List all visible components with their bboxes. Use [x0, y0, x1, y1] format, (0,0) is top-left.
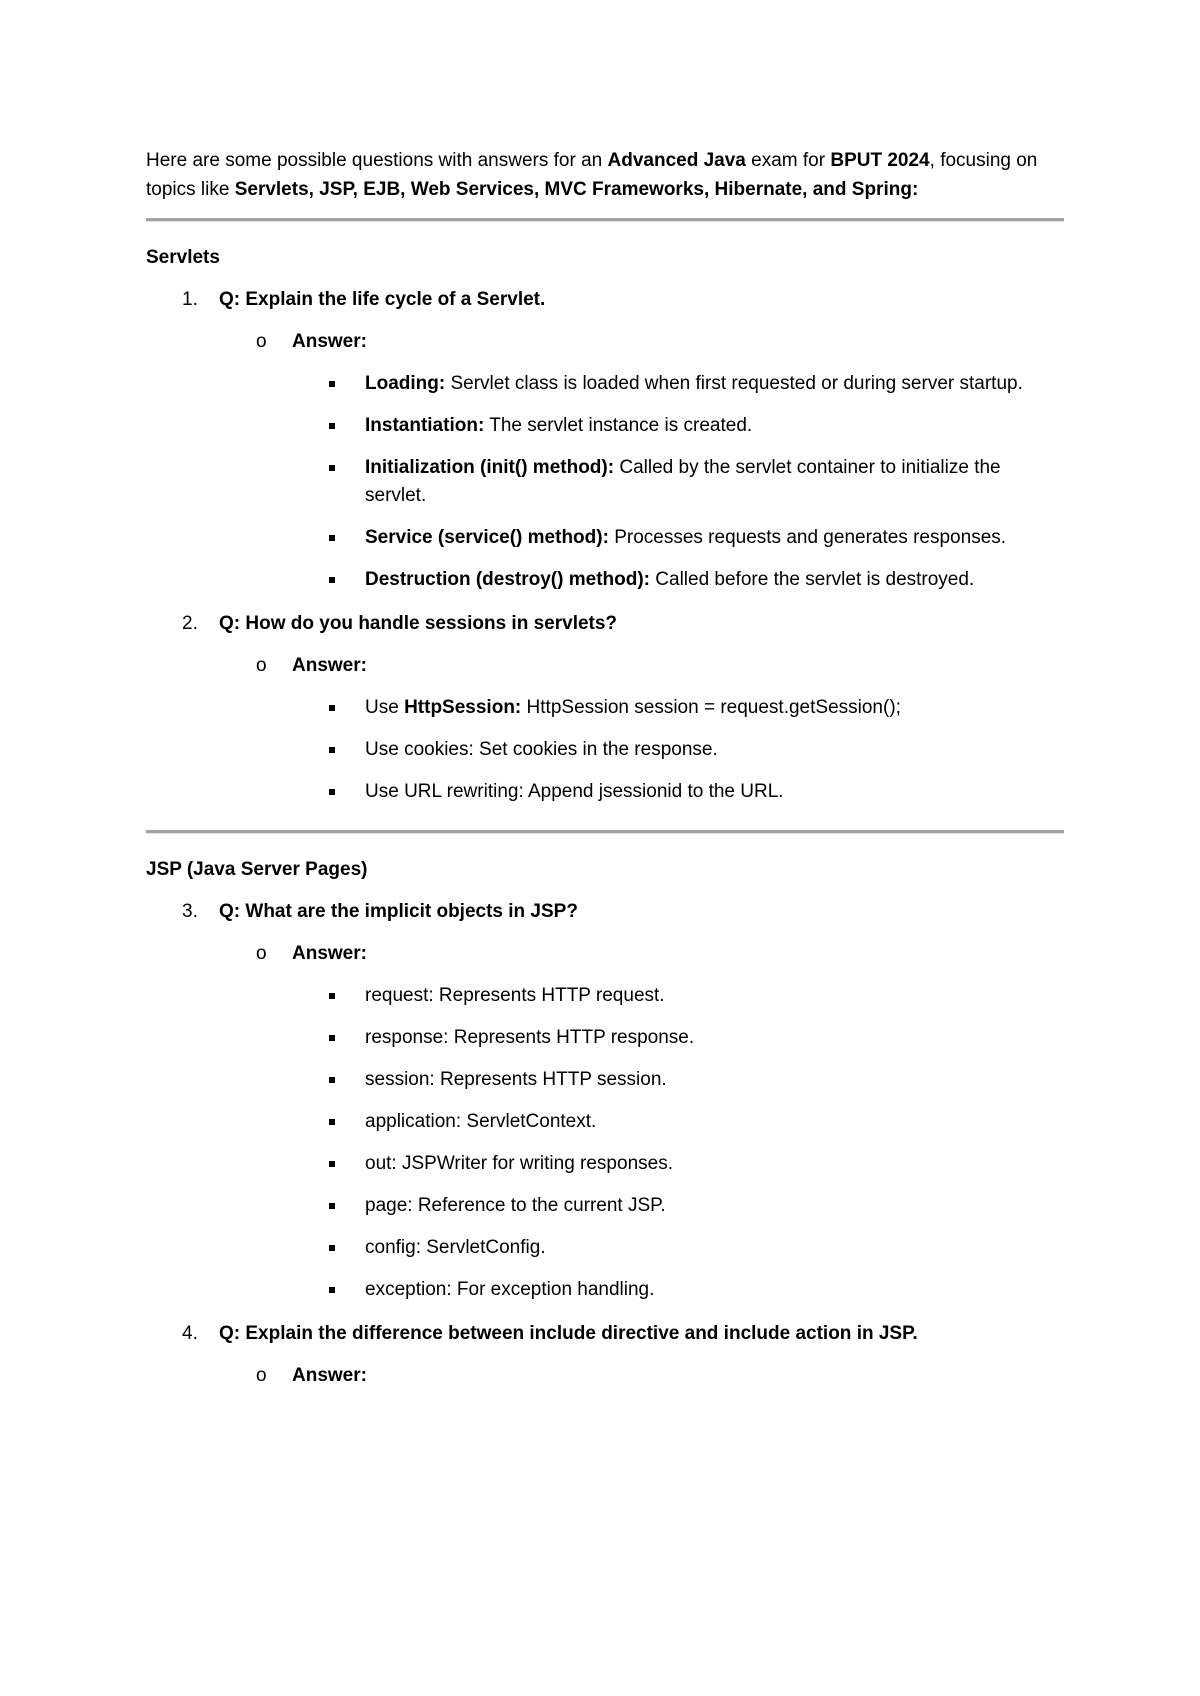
- question-text: Q: How do you handle sessions in servlets?: [219, 613, 618, 634]
- square-bullet-icon: [329, 789, 335, 795]
- bullet-description: HttpSession session = request.getSession();: [521, 697, 901, 718]
- question-number: 2.: [182, 613, 198, 634]
- list-item: [146, 1024, 1066, 1052]
- question-text: Q: Explain the difference between include directive and include action in JSP.: [219, 1323, 918, 1344]
- bullet-term: Destruction (destroy() method):: [365, 569, 650, 590]
- bullet-description: config: ServletConfig.: [365, 1237, 546, 1258]
- answer-bullet-o: o: [256, 943, 267, 964]
- answer-label-row: [146, 942, 1066, 966]
- bullet-description: Processes requests and generates responses.: [608, 527, 1007, 548]
- question-number: 3.: [182, 901, 198, 922]
- square-bullet-icon: [329, 705, 335, 711]
- list-item: [146, 736, 1066, 764]
- square-bullet-icon: [329, 423, 335, 429]
- square-bullet-icon: [329, 465, 335, 471]
- horizontal-rule: [146, 218, 1064, 222]
- list-item: [146, 370, 1066, 398]
- bullet-description: out: JSPWriter for writing responses.: [365, 1153, 673, 1174]
- question-3: [146, 900, 1066, 924]
- intro-text: , focusing on topics like: [146, 150, 1038, 200]
- square-bullet-icon: [329, 993, 335, 999]
- answer-bullet-o: o: [256, 1365, 267, 1386]
- square-bullet-icon: [329, 577, 335, 583]
- list-item: [146, 412, 1066, 440]
- square-bullet-icon: [329, 1161, 335, 1167]
- list-item: [146, 524, 1066, 552]
- bullet-description: Called before the servlet is destroyed.: [650, 569, 975, 590]
- square-bullet-icon: [329, 1077, 335, 1083]
- list-item: [146, 1234, 1066, 1262]
- section-title-servlets: Servlets: [146, 247, 220, 268]
- list-item: [146, 1192, 1066, 1220]
- bullet-term: Loading:: [365, 373, 446, 394]
- answer-bullet-o: o: [256, 331, 267, 352]
- bullet-description: Servlet class is loaded when first requested or during server startup.: [445, 373, 1023, 394]
- square-bullet-icon: [329, 1203, 335, 1209]
- intro-bold-exam: BPUT 2024: [830, 150, 930, 171]
- intro-bold-subject: Advanced Java: [607, 150, 746, 171]
- answer-label-row: [146, 330, 1066, 354]
- section-title-jsp: JSP (Java Server Pages): [146, 859, 368, 880]
- question-number: 4.: [182, 1323, 198, 1344]
- intro-colon: :: [911, 179, 919, 200]
- bullet-term: HttpSession:: [404, 697, 522, 718]
- horizontal-rule: [146, 830, 1064, 834]
- answer-label: Answer:: [292, 655, 367, 676]
- list-item: [146, 1066, 1066, 1094]
- answer-label: Answer:: [292, 943, 367, 964]
- question-text: Q: Explain the life cycle of a Servlet.: [219, 289, 546, 310]
- intro-bold-topics: Servlets, JSP, EJB, Web Services, MVC Frameworks, Hibernate, and Spring: [234, 179, 912, 200]
- answer-bullet-o: o: [256, 655, 267, 676]
- document-page: [146, 146, 1066, 1388]
- list-item: [146, 1108, 1066, 1136]
- list-item: [146, 1276, 1066, 1304]
- answer-label-row: [146, 1364, 1066, 1388]
- square-bullet-icon: [329, 535, 335, 541]
- list-item: [146, 454, 1066, 510]
- list-item: [146, 778, 1066, 806]
- square-bullet-icon: [329, 381, 335, 387]
- bullet-description: exception: For exception handling.: [365, 1279, 655, 1300]
- bullet-description: Use cookies: Set cookies in the response.: [365, 739, 718, 760]
- bullet-description: page: Reference to the current JSP.: [365, 1195, 666, 1216]
- intro-text: exam for: [745, 150, 831, 171]
- list-item: [146, 1150, 1066, 1178]
- question-text: Q: What are the implicit objects in JSP?: [219, 901, 578, 922]
- square-bullet-icon: [329, 1245, 335, 1251]
- answer-label: Answer:: [292, 331, 367, 352]
- intro-text: Here are some possible questions with answers for an: [146, 150, 608, 171]
- list-item: [146, 982, 1066, 1010]
- bullet-term: Service (service() method):: [365, 527, 609, 548]
- question-4: [146, 1322, 1066, 1346]
- question-number: 1.: [182, 289, 198, 310]
- bullet-description: response: Represents HTTP response.: [365, 1027, 695, 1048]
- square-bullet-icon: [329, 747, 335, 753]
- answer-label: Answer:: [292, 1365, 367, 1386]
- bullet-term: Instantiation:: [365, 415, 485, 436]
- bullet-description: Use URL rewriting: Append jsessionid to the URL.: [365, 781, 784, 802]
- square-bullet-icon: [329, 1119, 335, 1125]
- square-bullet-icon: [329, 1035, 335, 1041]
- bullet-description: session: Represents HTTP session.: [365, 1069, 667, 1090]
- bullet-description: Called by the servlet container to initialize the servlet.: [365, 457, 1001, 506]
- bullet-description: application: ServletContext.: [365, 1111, 597, 1132]
- question-2: [146, 612, 1066, 636]
- answer-label-row: [146, 654, 1066, 678]
- list-item: [146, 694, 1066, 722]
- bullet-prefix: Use: [365, 697, 405, 718]
- bullet-description: The servlet instance is created.: [484, 415, 753, 436]
- list-item: [146, 566, 1066, 594]
- bullet-description: request: Represents HTTP request.: [365, 985, 665, 1006]
- bullet-term: Initialization (init() method):: [365, 457, 615, 478]
- intro-paragraph: [146, 146, 1066, 204]
- question-1: [146, 288, 1066, 312]
- square-bullet-icon: [329, 1287, 335, 1293]
